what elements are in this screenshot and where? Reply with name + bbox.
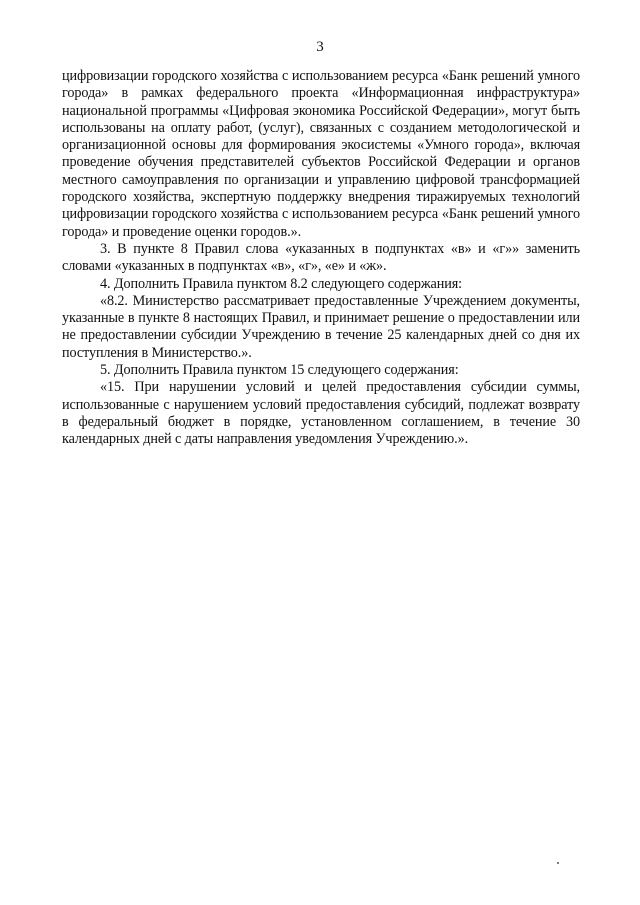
paragraph-item-5: 5. Дополнить Правила пунктом 15 следующего содержания:: [100, 362, 459, 379]
paragraph-item-4: 4. Дополнить Правила пунктом 8.2 следующего содержания:: [100, 275, 462, 292]
scan-speck: [557, 862, 559, 864]
page-number: 3: [316, 39, 324, 55]
paragraph-item-3: 3. В пункте 8 Правил слова «указанных в подпунктах «в» и «г»» заменить словами «указанных в подпунктах «в», «г», «е» и «ж».: [62, 240, 580, 275]
paragraph-continuation: цифровизации городского хозяйства с использованием ресурса «Банк решений умного города» в рамках федерального проекта «Информационная инфраструктура» национальной программы «Цифровая экономика Российской Федерации», могут быть использованы на оплату работ, (услуг), связанных с созданием методологической и организационной основы для формирования экосистемы «Умного города», включая проведение обучения представителей субъектов Российской Федерации и органов местного самоуправления по организации и управлению цифровой трансформацией городского хозяйства, экспертную поддержку внедрения тиражируемых технологий цифровизации городского хозяйства с использованием ресурса «Банк решений умного города» и проведение оценки городов.».: [62, 68, 580, 240]
paragraph-clause-8-2: «8.2. Министерство рассматривает предоставленные Учреждением документы, указанные в пункте 8 настоящих Правил, и принимает решение о предоставлении или не предоставлении субсидии Учреждению в течение 25 календарных дней со дня их поступления в Министерство.».: [62, 292, 580, 361]
paragraph-clause-15: «15. При нарушении условий и целей предоставления субсидии суммы, использованные с нарушением условий предоставления субсидий, подлежат возврату в федеральный бюджет в порядке, установленном соглашением, в течение 30 календарных дней с даты направления уведомления Учреждению.».: [62, 379, 580, 448]
document-body: [62, 68, 580, 449]
